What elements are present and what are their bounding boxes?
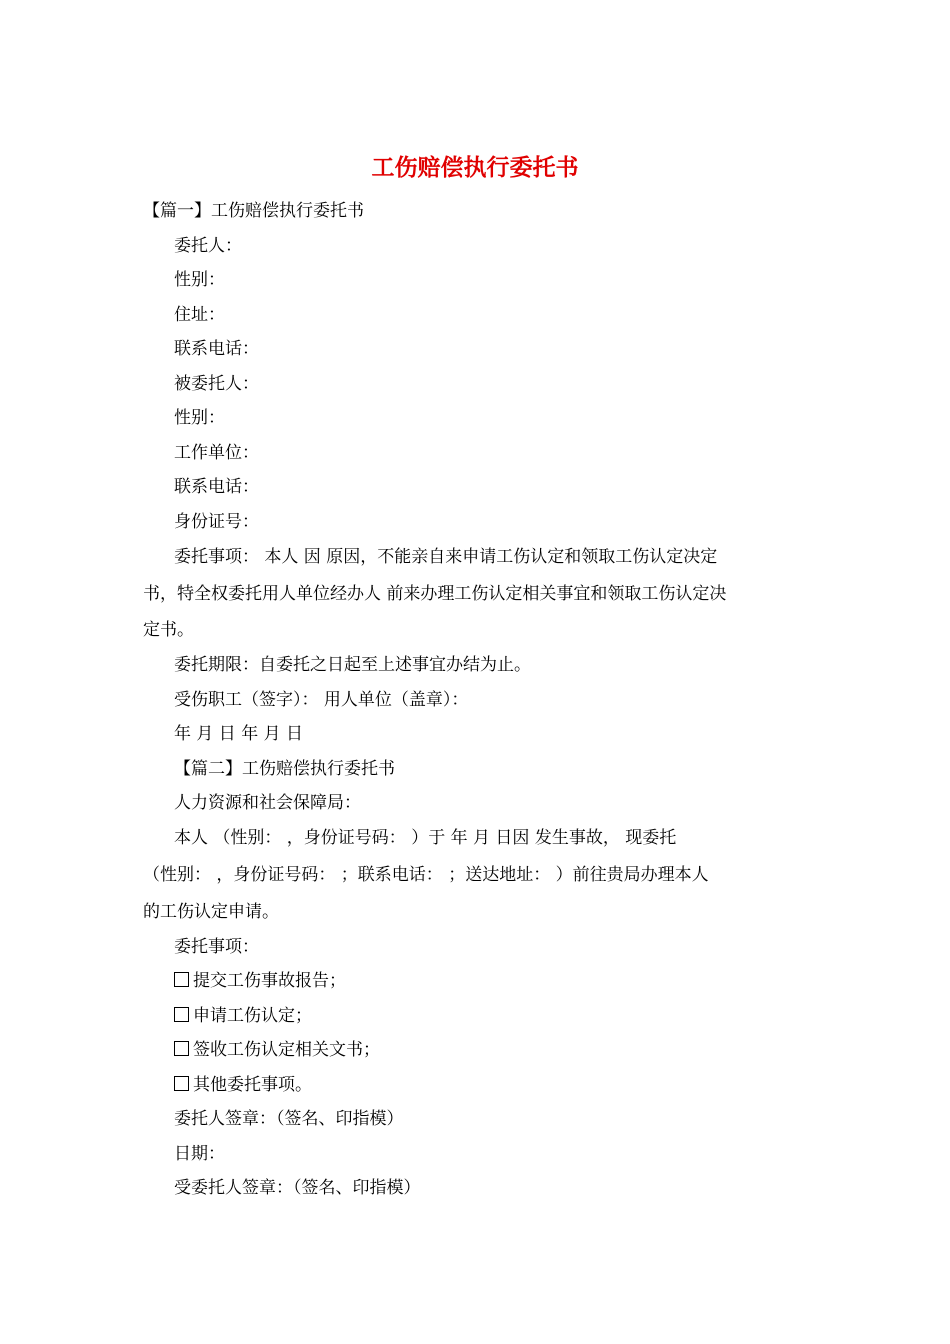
agent-signature: 受委托人签章：（签名、印指模）: [174, 1178, 421, 1198]
field-principal: 委托人：: [174, 236, 242, 256]
checkbox-item: [174, 1073, 312, 1097]
field-agent: 被委托人：: [174, 374, 259, 394]
checkbox-icon: [174, 1076, 189, 1091]
signature-line: 受伤职工（签字）： 用人单位（盖章）：: [174, 690, 469, 710]
checkbox-icon: [174, 1041, 189, 1056]
body-line-3: 的工伤认定申请。: [143, 902, 279, 922]
section1-heading: 【篇一】工伤赔偿执行委托书: [143, 201, 364, 221]
checkbox-item: [174, 1004, 312, 1028]
field-phone: 联系电话：: [174, 339, 259, 359]
body-line-2: （性别： ，身份证号码： ；联系电话： ；送达地址： ）前往贵局办理本人: [143, 865, 709, 885]
checkbox-label: 签收工伤认定相关文书；: [193, 1040, 380, 1060]
field-gender: 性别：: [174, 270, 225, 290]
matter-line-3: 定书。: [143, 620, 194, 640]
checkbox-item: [174, 1038, 380, 1062]
matter-line-1: 委托事项： 本人 因 原因，不能亲自来申请工伤认定和领取工伤认定决定: [174, 547, 718, 567]
addressee: 人力资源和社会保障局：: [174, 793, 361, 813]
entrust-period: 委托期限：自委托之日起至上述事宜办结为止。: [174, 655, 531, 675]
checkbox-item: [174, 969, 346, 993]
checkbox-label: 申请工伤认定；: [193, 1006, 312, 1026]
field-id-number: 身份证号：: [174, 512, 259, 532]
field-agent-phone: 联系电话：: [174, 477, 259, 497]
field-address: 住址：: [174, 305, 225, 325]
checkbox-label: 提交工伤事故报告；: [193, 971, 346, 991]
body-line-1: 本人 （性别： ，身份证号码： ）于 年 月 日因 发生事故， 现委托: [174, 828, 677, 848]
date-line: 年 月 日 年 月 日: [174, 724, 304, 744]
checkbox-icon: [174, 1007, 189, 1022]
field-agent-gender: 性别：: [174, 408, 225, 428]
section2-heading: 【篇二】工伤赔偿执行委托书: [174, 759, 395, 779]
principal-signature: 委托人签章：（签名、印指模）: [174, 1109, 404, 1129]
matter-line-2: 书，特全权委托用人单位经办人 前来办理工伤认定相关事宜和领取工伤认定决: [143, 584, 727, 604]
document-title: 工伤赔偿执行委托书: [371, 154, 579, 181]
matters-label: 委托事项：: [174, 937, 259, 957]
field-employer: 工作单位：: [174, 443, 259, 463]
checkbox-label: 其他委托事项。: [193, 1075, 312, 1095]
checkbox-icon: [174, 972, 189, 987]
date-label: 日期：: [174, 1144, 225, 1164]
